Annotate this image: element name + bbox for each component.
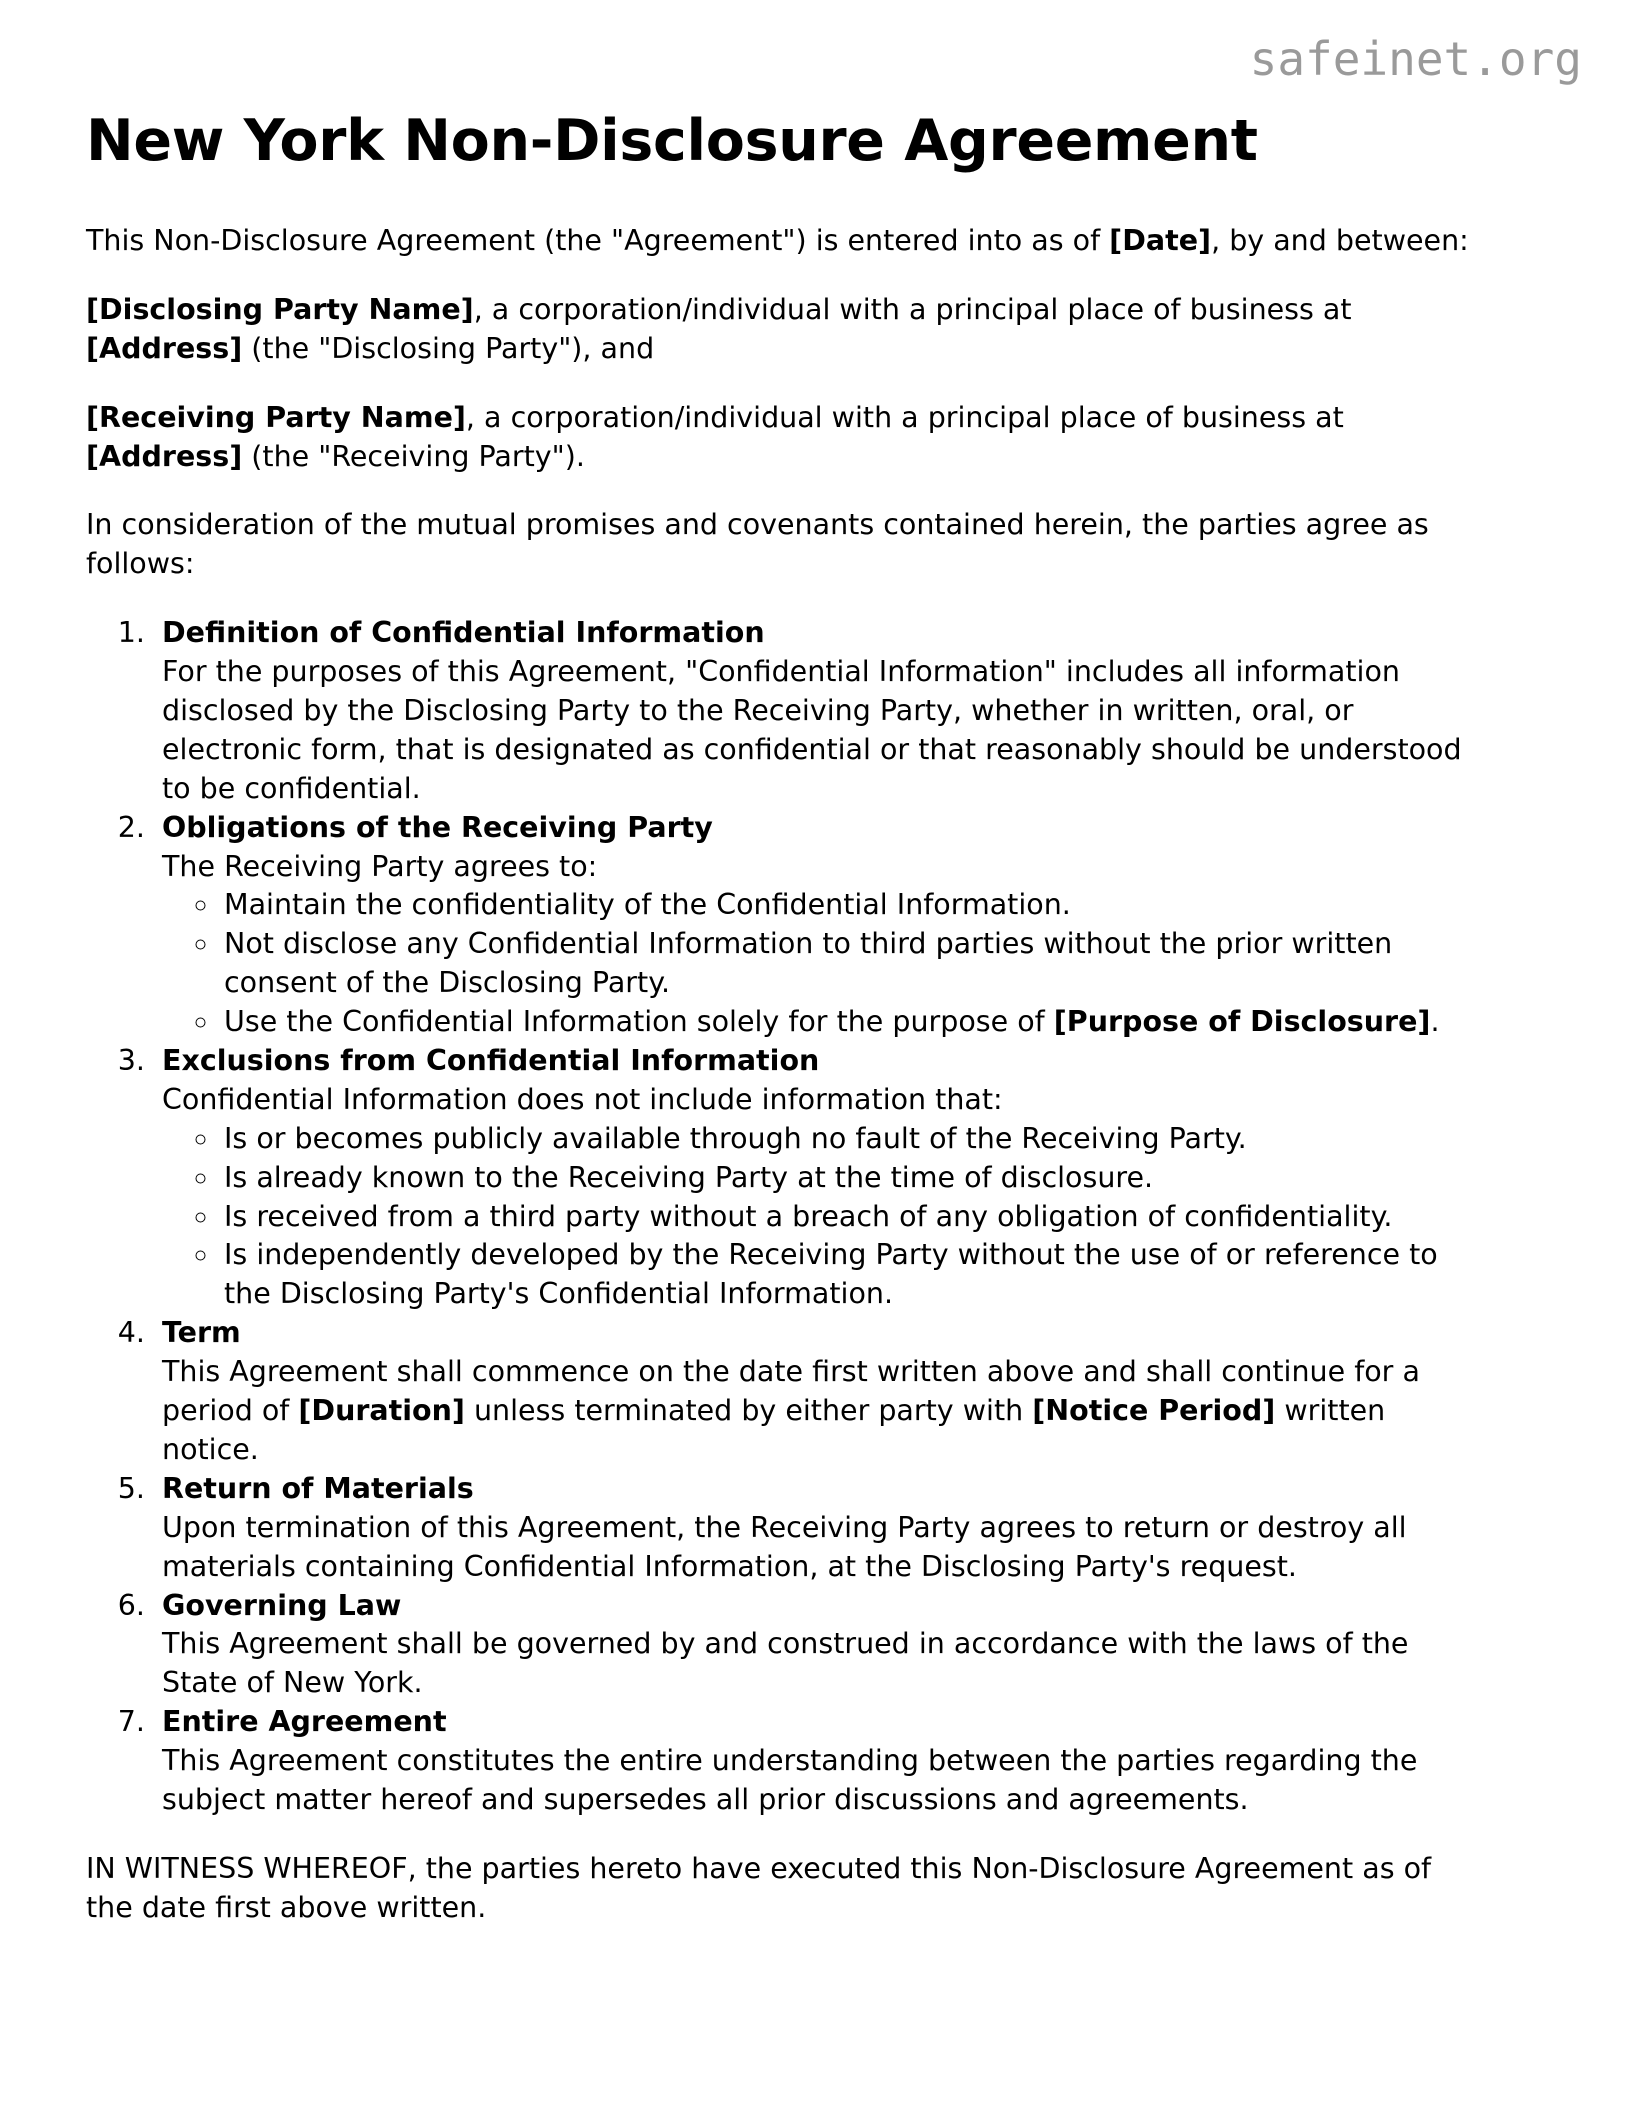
list-item	[220, 1159, 1476, 1198]
clause-item-5	[154, 1470, 1476, 1587]
intro-text-1: This Non-Disclosure Agreement (the "Agreement") is entered into as of	[86, 224, 1110, 257]
term-text-3: written notice.	[162, 1394, 1386, 1466]
clause-body: For the purposes of this Agreement, "Confidential Information" includes all information disclosed by the Disclosing Party to the Receiving Party, whether in written, oral, or electronic form, that is designated as confidential or that reasonably should be understood to be confidential.	[162, 655, 1462, 805]
subitem-text: Is or becomes publicly available through no fault of the Receiving Party.	[224, 1121, 1247, 1155]
clause-title: 5. Return of Materials	[162, 1471, 474, 1505]
subitem-text-after: .	[1430, 1005, 1440, 1039]
intro-text-2: , by and between:	[1211, 224, 1469, 257]
list-item	[220, 925, 1476, 1003]
list-item	[220, 1003, 1476, 1042]
subitem-text: Is already known to the Receiving Party at the time of disclosure.	[224, 1160, 1154, 1194]
clause-body	[162, 1353, 1476, 1470]
notice-period-placeholder: [Notice Period]	[1032, 1394, 1276, 1428]
clause-title: 2. Obligations of the Receiving Party	[162, 810, 713, 844]
consideration-paragraph: In consideration of the mutual promises and covenants contained herein, the parties agree as follows:	[86, 508, 1429, 581]
clause-item-2	[154, 809, 1476, 1042]
clause-body: Upon termination of this Agreement, the Receiving Party agrees to return or destroy all materials containing Confidential Information, at the Disclosing Party's request.	[162, 1510, 1407, 1583]
list-item	[220, 1236, 1476, 1314]
clause-title: 3. Exclusions from Confidential Information	[162, 1044, 820, 1078]
purpose-of-disclosure-placeholder: [Purpose of Disclosure]	[1053, 1005, 1431, 1039]
document-body	[86, 222, 1476, 1958]
clause-body: This Agreement constitutes the entire understanding between the parties regarding the subject matter hereof and supersedes all prior discussions and agreements.	[162, 1744, 1418, 1816]
clause-item-7	[154, 1703, 1476, 1820]
disclosing-party-text-2: (the "Disclosing Party"), and	[242, 331, 655, 365]
clause-title: 1. Definition of Confidential Information	[162, 616, 765, 650]
intro-paragraph	[86, 222, 1476, 261]
clause-title: 4. Term	[162, 1316, 241, 1350]
clause-body: This Agreement shall be governed by and construed in accordance with the laws of the State of New York.	[162, 1627, 1409, 1700]
list-item	[220, 1198, 1476, 1237]
term-text-2: unless terminated by either party with	[464, 1394, 1033, 1428]
clause-item-6	[154, 1587, 1476, 1704]
clause-body: Confidential Information does not include information that:	[162, 1082, 1003, 1116]
subitem-text: Use the Confidential Information solely for the purpose of	[224, 1005, 1054, 1039]
receiving-party-text-1: , a corporation/individual with a principal place of business at	[465, 400, 1344, 434]
list-item	[220, 886, 1476, 925]
disclosing-party-name-placeholder: [Disclosing Party Name]	[86, 292, 474, 326]
receiving-party-address-placeholder: [Address]	[86, 439, 243, 473]
date-placeholder: [Date]	[1109, 224, 1212, 257]
clause-subitems	[162, 886, 1476, 1042]
clause-title: 7. Entire Agreement	[162, 1705, 447, 1739]
disclosing-party-paragraph	[86, 291, 1476, 369]
witness-paragraph: IN WITNESS WHEREOF, the parties hereto have executed this Non-Disclosure Agreement as of the date first above written.	[86, 1851, 1432, 1924]
list-item	[220, 1120, 1476, 1159]
clause-body: The Receiving Party agrees to:	[162, 849, 598, 883]
disclosing-party-text-1: , a corporation/individual with a principal place of business at	[473, 292, 1352, 326]
subitem-text: Is received from a third party without a breach of any obligation of confidentiality.	[224, 1199, 1393, 1233]
page-title: New York Non-Disclosure Agreement	[86, 108, 1258, 174]
clause-item-3	[154, 1042, 1476, 1314]
site-watermark: safeinet.org	[1249, 32, 1582, 86]
duration-placeholder: [Duration]	[298, 1394, 465, 1428]
receiving-party-paragraph	[86, 399, 1476, 477]
clauses-list	[86, 614, 1476, 1820]
clause-title: 6. Governing Law	[162, 1588, 402, 1622]
clause-item-4	[154, 1314, 1476, 1470]
subitem-text: Maintain the confidentiality of the Confidential Information.	[224, 888, 1071, 922]
disclosing-party-address-placeholder: [Address]	[86, 331, 243, 365]
clause-item-1	[154, 614, 1476, 808]
subitem-text: Not disclose any Confidential Information to third parties without the prior written consent of the Disclosing Party.	[224, 927, 1393, 1000]
receiving-party-name-placeholder: [Receiving Party Name]	[86, 400, 466, 434]
subitem-text: Is independently developed by the Receiving Party without the use of or reference to the Disclosing Party's Confidential Information.	[224, 1238, 1438, 1311]
term-text-1: This Agreement shall commence on the date first written above and shall continue for a period of	[162, 1355, 1420, 1428]
clause-subitems	[162, 1120, 1476, 1314]
receiving-party-text-2: (the "Receiving Party").	[242, 439, 585, 473]
